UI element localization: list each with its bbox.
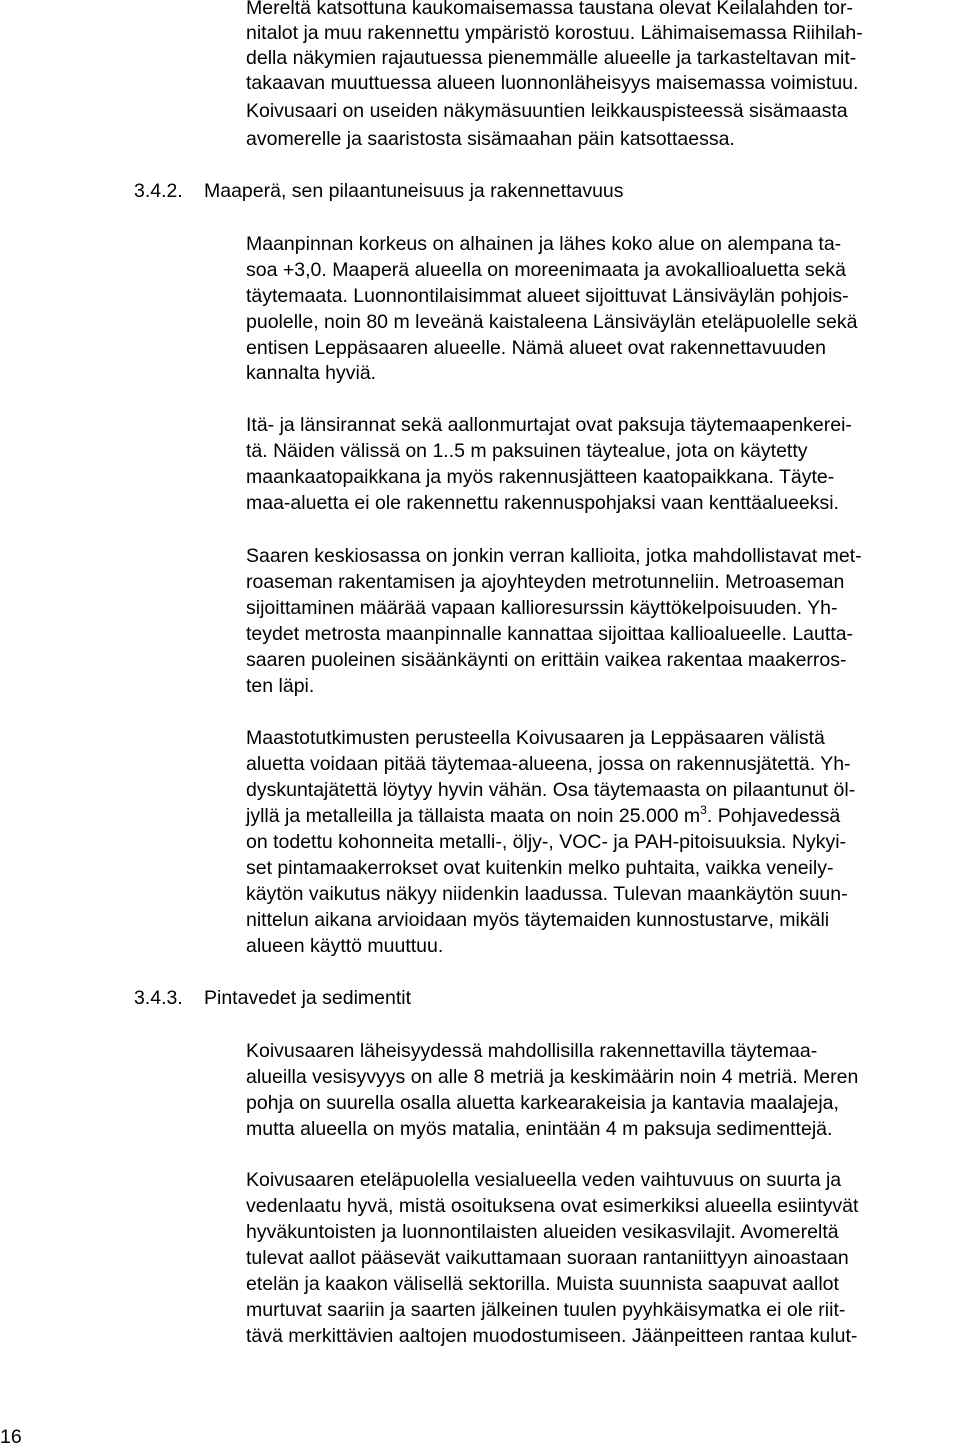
text-fragment: . Pohjavedessä bbox=[706, 805, 841, 827]
text-line: avomerelle ja saaristosta sisämaahan päin katsottaessa. bbox=[246, 128, 735, 150]
page-number: 16 bbox=[0, 1426, 22, 1448]
text-line: maankaatopaikkana ja myös rakennusjätteen kaatopaikkana. Täyte- bbox=[246, 466, 835, 488]
text-line: Koivusaari on useiden näkymäsuuntien leikkauspisteessä sisämaasta bbox=[246, 100, 848, 122]
text-line: soa +3,0. Maaperä alueella on moreenimaata ja avokallioaluetta sekä bbox=[246, 259, 847, 281]
text-line bbox=[246, 803, 840, 829]
text-line: käytön vaikutus näkyy niidenkin laadussa. Tulevan maankäytön suun- bbox=[246, 883, 848, 905]
text-line: mutta alueella on myös matalia, enintään 4 m paksuja sedimenttejä. bbox=[246, 1118, 833, 1140]
text-line: maa-aluetta ei ole rakennettu rakennuspohjaksi vaan kenttäalueeksi. bbox=[246, 492, 839, 514]
text-line: Mereltä katsottuna kaukomaisemassa taustana olevat Keilalahden tor- bbox=[246, 0, 854, 19]
text-line: alueilla vesisyvyys on alle 8 metriä ja keskimäärin noin 4 metriä. Meren bbox=[246, 1066, 859, 1088]
text-line: tä. Näiden välissä on 1..5 m paksuinen täytealue, jota on käytetty bbox=[246, 440, 808, 462]
text-line: alueen käyttö muuttuu. bbox=[246, 935, 444, 957]
text-line: täytemaata. Luonnontilaisimmat alueet sijoittuvat Länsiväylän pohjois- bbox=[246, 285, 849, 307]
section-title: Maaperä, sen pilaantuneisuus ja rakennettavuus bbox=[204, 180, 624, 202]
text-line: murtuvat saariin ja saarten jälkeinen tuulen pyyhkäisymatka ei ole riit- bbox=[246, 1299, 846, 1321]
text-line: Maanpinnan korkeus on alhainen ja lähes koko alue on alempana ta- bbox=[246, 233, 842, 255]
section-number: 3.4.3. bbox=[134, 987, 183, 1009]
text-fragment: jyllä ja metalleilla ja tällaista maata on noin 25.000 m bbox=[246, 805, 701, 827]
text-line: nitalot ja muu rakennettu ympäristö korostuu. Lähimaisemassa Riihilah- bbox=[246, 22, 863, 44]
text-line: hyväkuntoisten ja luonnontilaisten alueiden vesikasvilajit. Avomereltä bbox=[246, 1221, 839, 1243]
section-heading-342 bbox=[134, 178, 624, 204]
text-line: entisen Leppäsaaren alueelle. Nämä alueet ovat rakennettavuuden bbox=[246, 337, 827, 359]
text-line: nittelun aikana arvioidaan myös täytemaiden kunnostustarve, mikäli bbox=[246, 909, 830, 931]
section-title: Pintavedet ja sedimentit bbox=[204, 987, 412, 1009]
text-line: etelän ja kaakon välisellä sektorilla. Muista suunnista saapuvat aallot bbox=[246, 1273, 839, 1295]
text-line: on todettu kohonneita metalli-, öljy-, VOC- ja PAH-pitoisuuksia. Nykyi- bbox=[246, 831, 847, 853]
text-line: aluetta voidaan pitää täytemaa-alueena, jossa on rakennusjätettä. Yh- bbox=[246, 753, 851, 775]
text-line: Itä- ja länsirannat sekä aallonmurtajat ovat paksuja täytemaapenkerei- bbox=[246, 414, 852, 436]
text-line: ten läpi. bbox=[246, 675, 315, 697]
text-line: saaren puoleinen sisäänkäynti on erittäin vaikea rakentaa maakerros- bbox=[246, 649, 847, 671]
text-line: sijoittaminen määrää vapaan kallioresurssin käyttökelpoisuuden. Yh- bbox=[246, 597, 838, 619]
text-line: vedenlaatu hyvä, mistä osoituksena ovat esimerkiksi alueella esiintyvät bbox=[246, 1195, 859, 1217]
text-line: Maastotutkimusten perusteella Koivusaaren ja Leppäsaaren välistä bbox=[246, 727, 825, 749]
text-line: teydet metrosta maanpinnalle kannattaa sijoittaa kallioalueelle. Lautta- bbox=[246, 623, 854, 645]
text-line: Koivusaaren eteläpuolella vesialueella veden vaihtuvuus on suurta ja bbox=[246, 1169, 842, 1191]
text-line: kannalta hyviä. bbox=[246, 362, 377, 384]
section-heading-343 bbox=[134, 985, 411, 1011]
text-line: Saaren keskiosassa on jonkin verran kallioita, jotka mahdollistavat met- bbox=[246, 545, 862, 567]
text-line: Koivusaaren läheisyydessä mahdollisilla rakennettavilla täytemaa- bbox=[246, 1040, 818, 1062]
text-line: dyskuntajätettä löytyy hyvin vähän. Osa täytemaasta on pilaantunut öl- bbox=[246, 779, 856, 801]
text-line: set pintamaakerrokset ovat kuitenkin melko puhtaita, vaikka veneily- bbox=[246, 857, 834, 879]
text-line: tulevat aallot pääsevät vaikuttamaan suoraan rantaniittyyn ainoastaan bbox=[246, 1247, 849, 1269]
text-line: takaavan muuttuessa alueen luonnonläheisyys maisemassa voimistuu. bbox=[246, 72, 859, 94]
superscript: 3 bbox=[700, 803, 707, 817]
text-line: tävä merkittävien aaltojen muodostumiseen. Jäänpeitteen rantaa kulut- bbox=[246, 1325, 858, 1347]
text-line: della näkymien rajautuessa pienemmälle alueelle ja tarkasteltavan mit- bbox=[246, 47, 857, 69]
text-line: pohja on suurella osalla aluetta karkearakeisia ja kantavia maalajeja, bbox=[246, 1092, 839, 1114]
section-number: 3.4.2. bbox=[134, 180, 183, 202]
text-line: puolelle, noin 80 m leveänä kaistaleena Länsiväylän eteläpuolelle sekä bbox=[246, 311, 858, 333]
text-line: roaseman rakentamisen ja ajoyhteyden metrotunneliin. Metroaseman bbox=[246, 571, 845, 593]
